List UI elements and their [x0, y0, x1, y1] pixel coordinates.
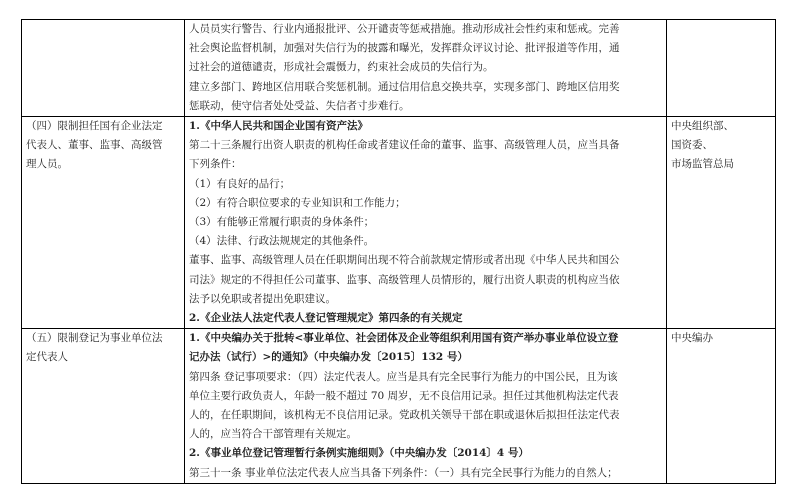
content-line: 下列条件： [189, 158, 242, 171]
content-line: 社会舆论监督机制，加强对失信行为的披露和曝光，发挥群众评议讨论、批评报道等作用，通 [189, 42, 620, 55]
content-line: 人员员实行警告、行业内通报批评、公开谴责等惩戒措施。推动形成社会性约束和惩戒。完善 [189, 23, 620, 35]
category-cell [22, 20, 185, 117]
department-cell-line: 中央组织部、 [671, 120, 734, 133]
content-line: 记办法（试行）>的通知》（中央编办发〔2015〕132 号） [189, 351, 468, 364]
content-line: （2）有符合职位要求的专业知识和工作能力； [189, 196, 406, 209]
department-cell-line: 市场监管总局 [671, 158, 734, 171]
content-line: 第三十一条 事业单位法定代表人应当具备下列条件：（一）具有完全民事行为能力的自然人； [189, 466, 618, 479]
content-line: 惩联动，使守信者处处受益、失信者寸步难行。 [189, 99, 410, 112]
category-cell-line: （四）限制担任国有企业法定 [26, 120, 163, 133]
category-cell-line: 代表人、董事、监事、高级管 [26, 139, 163, 152]
content-cell [185, 117, 667, 329]
content-line: 单位主要行政负责人，年龄一般不超过 70 周岁，无不良信用记录。担任过其他机构法定代表 [189, 389, 619, 402]
category-cell [22, 117, 185, 329]
content-line: 过社会的道德谴责，形成社会震慑力，约束社会成员的失信行为。 [189, 61, 494, 74]
content-line: 1.《中华人民共和国企业国有资产法》 [189, 120, 368, 133]
content-line: 董事、监事、高级管理人员在任职期间出现不符合前款规定情形或者出现《中华人民共和国公 [189, 254, 620, 267]
department-cell [667, 20, 776, 117]
content-line: 2.《企业法人法定代表人登记管理规定》第四条的有关规定 [189, 312, 463, 325]
department-cell-line: 中央编办 [671, 332, 713, 345]
content-line: 第四条 登记事项要求：（四）法定代表人。应当是具有完全民事行为能力的中国公民，且为该 [189, 370, 618, 383]
content-line: 司法》规定的不得担任公司董事、监事、高级管理人员情形的，履行出资人职责的机构应当依 [189, 273, 620, 286]
content-cell [185, 20, 667, 117]
content-line: 建立多部门、跨地区信用联合奖惩机制。通过信用信息交换共享，实现多部门、跨地区信用奖 [189, 80, 620, 93]
category-cell-line: 理人员。 [26, 158, 68, 171]
content-line: 人的，在任职期间，该机构无不良信用记录。党政机关领导干部在职或退休后拟担任法定代表 [189, 409, 620, 422]
table-body [22, 20, 776, 484]
content-line: （4）法律、行政法规规定的其他条件。 [189, 235, 375, 248]
content-line: 2.《事业单位登记管理暂行条例实施细则》（中央编办发〔2014〕4 号） [189, 447, 529, 460]
category-cell-line: （五）限制登记为事业单位法 [26, 332, 163, 345]
department-cell-line: 国资委、 [671, 139, 713, 152]
content-line: （3）有能够正常履行职责的身体条件； [189, 216, 375, 229]
content-line: 法予以免职或者提出免职建议。 [189, 292, 336, 305]
department-cell [667, 329, 776, 484]
content-line: 第二十三条履行出资人职责的机构任命或者建议任命的董事、监事、高级管理人员，应当具备 [189, 139, 620, 152]
content-line: 人的，应当符合干部管理有关规定。 [189, 428, 357, 441]
table-row [22, 329, 776, 484]
content-cell [185, 329, 667, 484]
document-table [21, 19, 776, 484]
category-cell [22, 329, 185, 484]
category-cell-line: 定代表人 [26, 351, 68, 364]
table-row [22, 117, 776, 329]
department-cell [667, 117, 776, 329]
content-line: 1.《中央编办关于批转<事业单位、社会团体及企业等组织利用国有资产举办事业单位设立登 [189, 332, 619, 345]
table-row [22, 20, 776, 117]
content-line: （1）有良好的品行； [189, 177, 291, 190]
